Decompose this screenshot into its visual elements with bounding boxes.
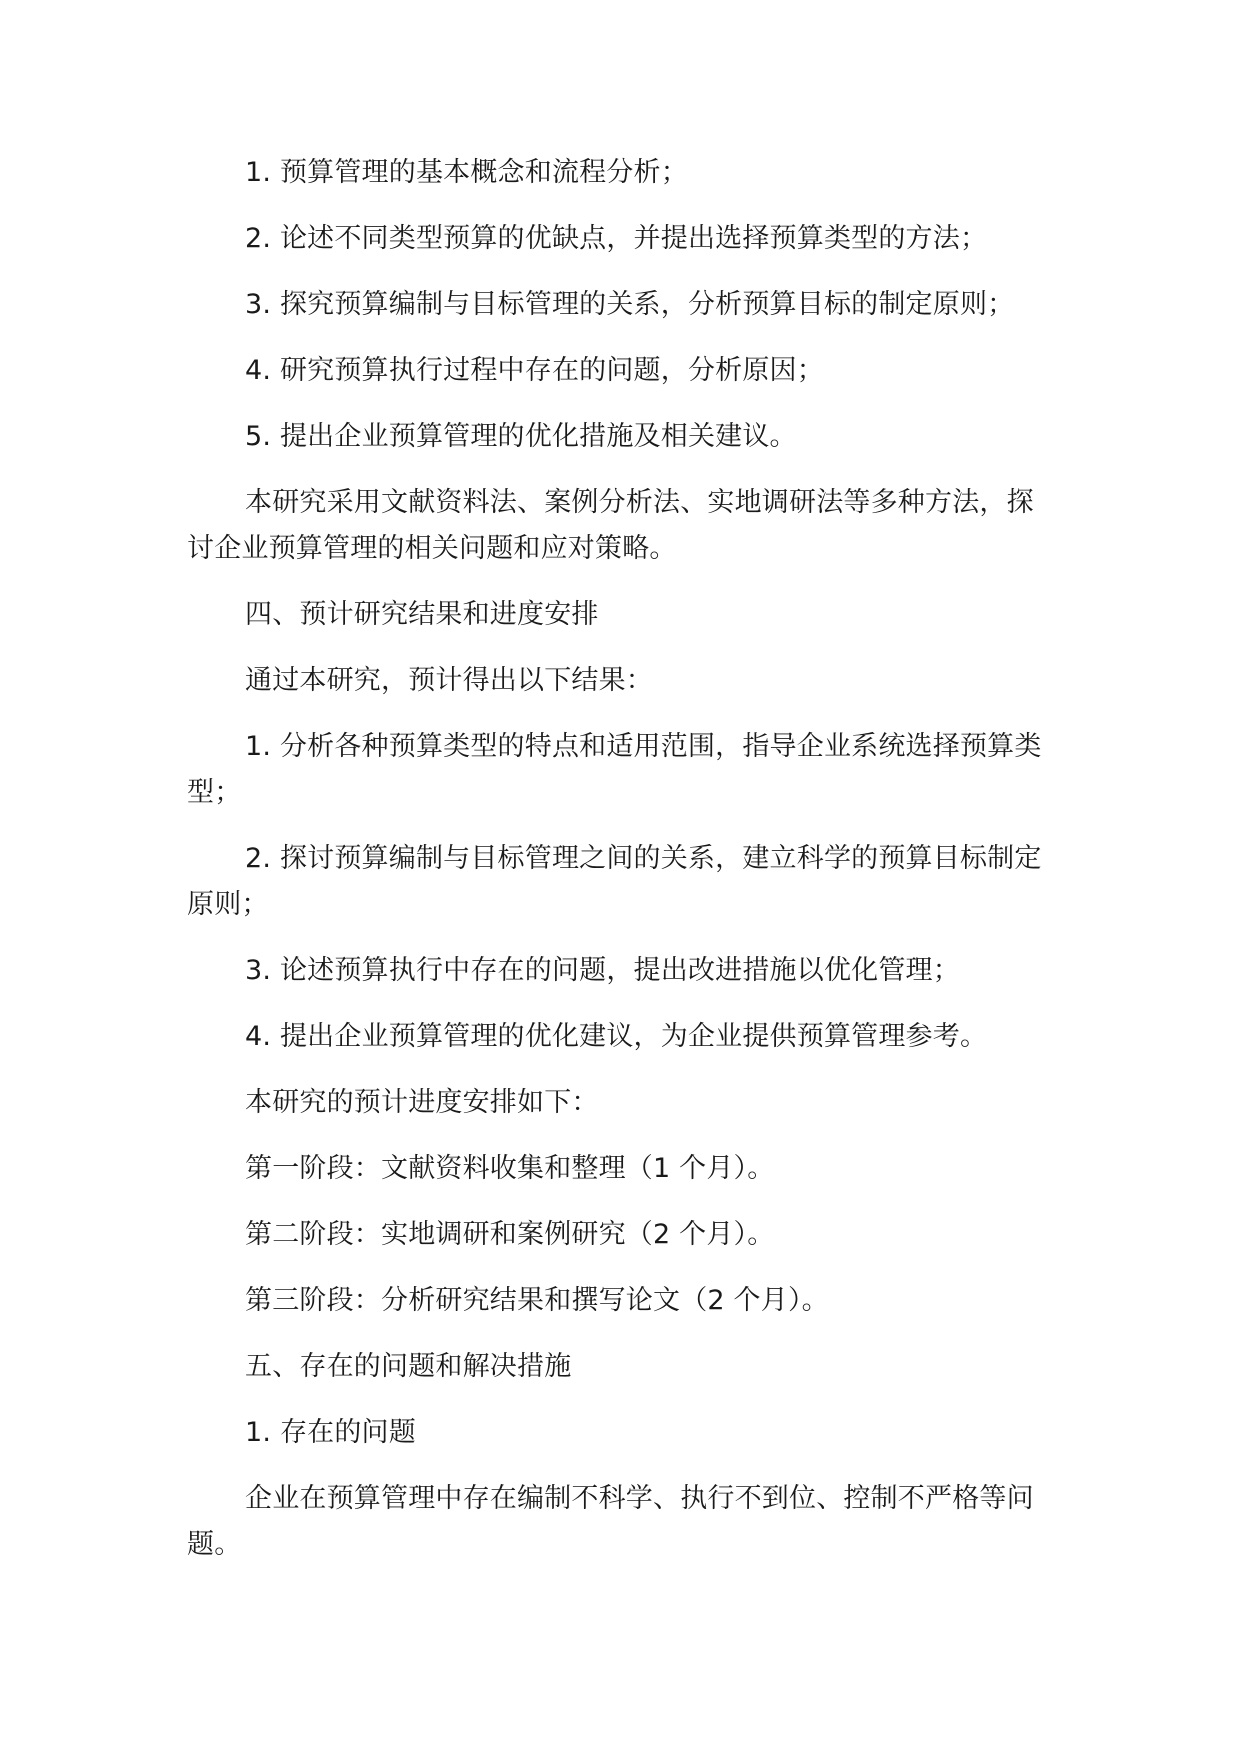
list-item-basic-concepts: 1. 预算管理的基本概念和流程分析； xyxy=(245,157,688,188)
result-item-suggestions: 4. 提出企业预算管理的优化建议，为企业提供预算管理参考。 xyxy=(245,1021,988,1052)
list-item-budget-types: 2. 论述不同类型预算的优缺点，并提出选择预算类型的方法； xyxy=(245,223,988,254)
result-item-execution: 3. 论述预算执行中存在的问题，提出改进措施以优化管理； xyxy=(245,955,960,986)
list-item-optimization: 5. 提出企业预算管理的优化措施及相关建议。 xyxy=(245,421,797,452)
section-heading-problems: 五、存在的问题和解决措施 xyxy=(245,1351,572,1382)
methods-paragraph: 本研究采用文献资料法、案例分析法、实地调研法等多种方法，探讨企业预算管理的相关问题和应对策略。 xyxy=(187,487,1034,564)
schedule-phase-2: 第二阶段：实地调研和案例研究（2 个月）。 xyxy=(245,1219,775,1250)
schedule-phase-1: 第一阶段：文献资料收集和整理（1 个月）。 xyxy=(245,1153,775,1184)
section-heading-expected-results: 四、预计研究结果和进度安排 xyxy=(245,599,599,630)
schedule-phase-3: 第三阶段：分析研究结果和撰写论文（2 个月）。 xyxy=(245,1285,829,1316)
list-item-execution-problems: 4. 研究预算执行过程中存在的问题，分析原因； xyxy=(245,355,824,386)
list-item-budget-targets: 3. 探究预算编制与目标管理的关系，分析预算目标的制定原则； xyxy=(245,289,1015,320)
results-intro: 通过本研究，预计得出以下结果： xyxy=(245,665,653,696)
result-item-budget-types: 1. 分析各种预算类型的特点和适用范围，指导企业系统选择预算类型； xyxy=(187,731,1042,808)
result-item-target-principles: 2. 探讨预算编制与目标管理之间的关系，建立科学的预算目标制定原则； xyxy=(187,843,1042,920)
document-body xyxy=(187,150,1045,1588)
schedule-intro: 本研究的预计进度安排如下： xyxy=(245,1087,599,1118)
subheading-existing-problems: 1. 存在的问题 xyxy=(245,1417,416,1448)
problems-paragraph: 企业在预算管理中存在编制不科学、执行不到位、控制不严格等问题。 xyxy=(187,1483,1034,1560)
